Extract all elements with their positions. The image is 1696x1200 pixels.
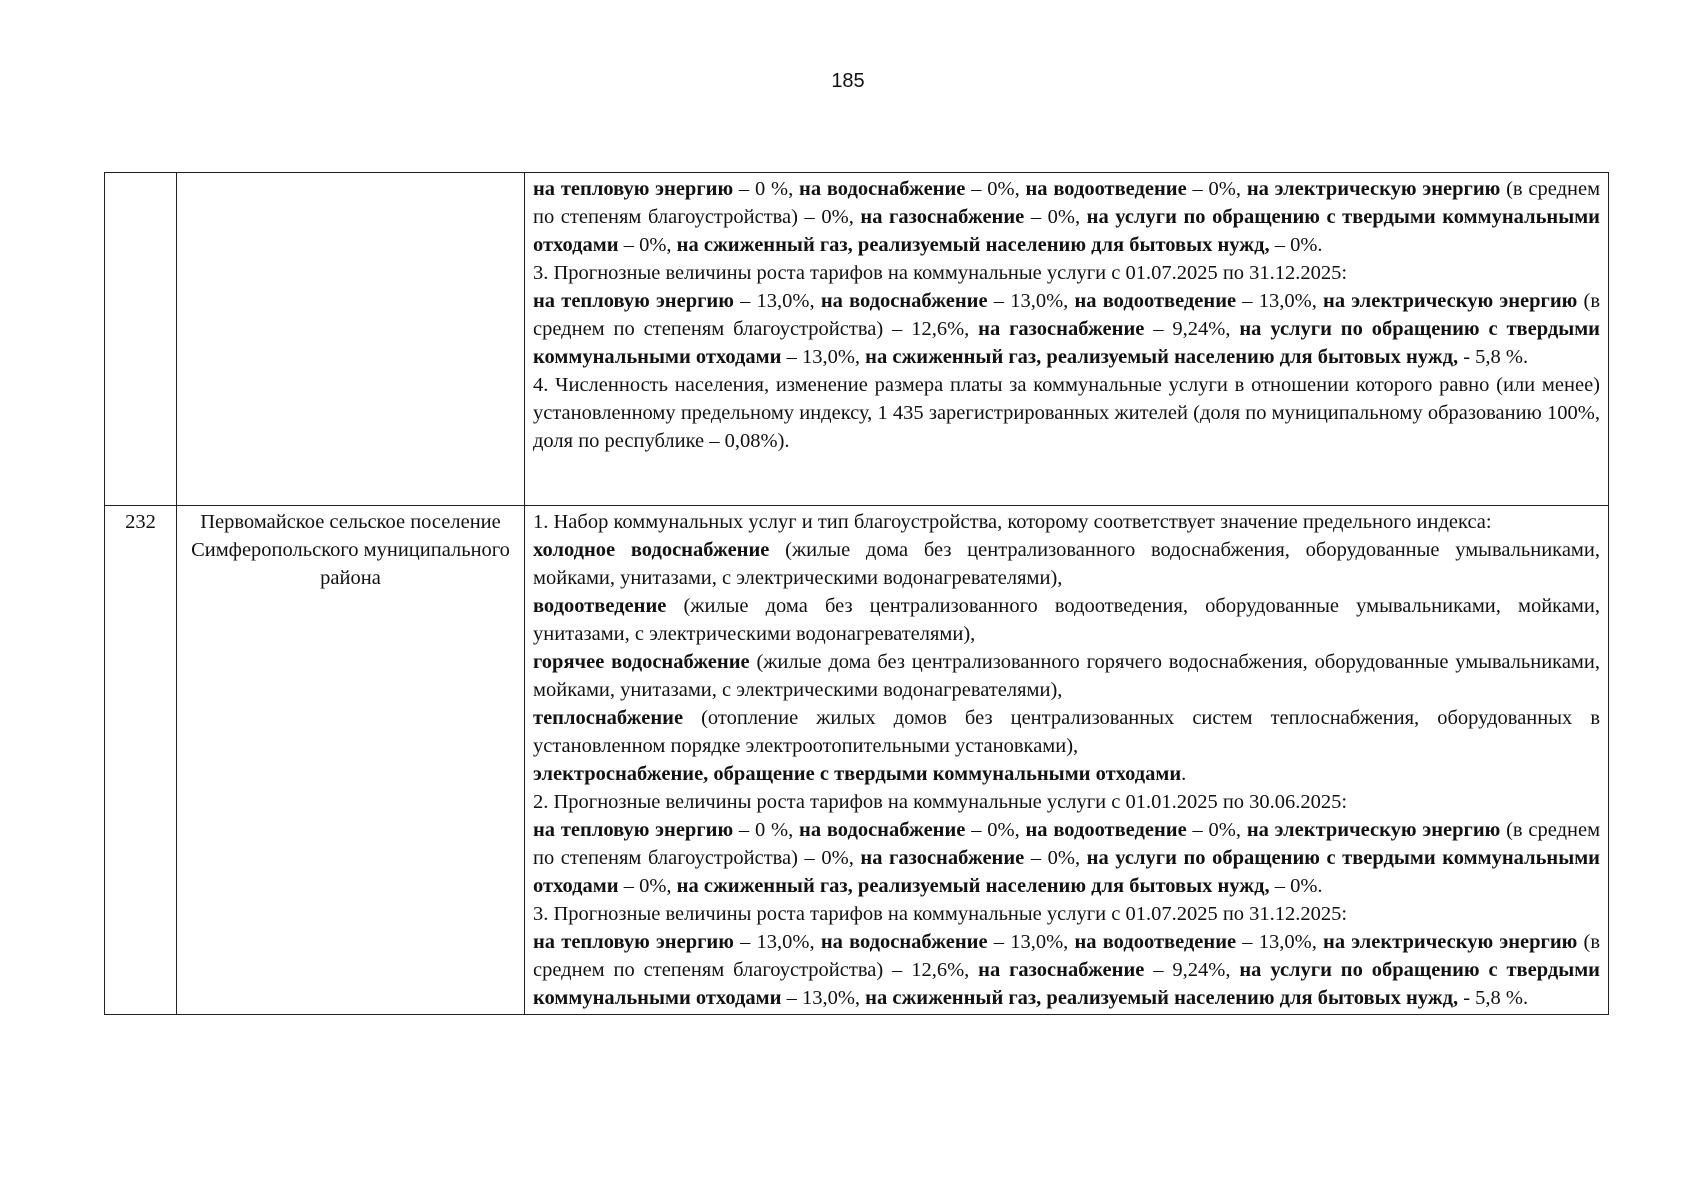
text-run: (жилые дома без централизованного водоснабжения, оборудованные умывальниками, мойками, унитазами, с электрическими водонагревателями),: [533, 539, 1600, 589]
text-run: – 13,0%,: [987, 931, 1075, 953]
tariff-table: [104, 172, 1609, 1015]
bold-text: на тепловую энергию: [533, 178, 734, 200]
text-run: – 13,0%,: [1236, 290, 1324, 312]
paragraph: [533, 259, 1600, 287]
paragraph-list: [533, 508, 1600, 1012]
text-run: 1. Набор коммунальных услуг и тип благоустройства, которому соответствует значение предельного индекса:: [533, 511, 1492, 533]
bold-text: холодное водоснабжение: [533, 539, 770, 561]
text-run: – 13,0%,: [781, 987, 866, 1009]
text-run: – 0%,: [1024, 206, 1087, 228]
bold-text: на газоснабжение: [860, 847, 1025, 869]
bold-text: на сжиженный газ, реализуемый населению для бытовых нужд,: [865, 346, 1459, 368]
paragraph: [533, 175, 1600, 259]
text-run: – 0%,: [618, 234, 677, 256]
bold-text: на водоотведение: [1074, 931, 1237, 953]
text-run: (в среднем по степеням благоустройства) – 0%,: [533, 819, 1601, 869]
municipality-name: Первомайское сельское поселение Симферопольского муниципального района: [177, 506, 525, 1015]
text-run: - 5,8 %.: [1458, 987, 1529, 1009]
paragraph: [533, 371, 1600, 455]
bold-text: на услуги по обращению с твердыми коммунальными отходами: [533, 847, 1600, 897]
text-run: .: [1181, 763, 1187, 785]
text-run: – 9,24%,: [1144, 318, 1240, 340]
text-run: (отопление жилых домов без централизованных систем теплоснабжения, оборудованных в установленном порядке электроотопительными установками),: [533, 707, 1600, 757]
bold-text: электроснабжение, обращение с твердыми коммунальными отходами: [533, 763, 1182, 785]
text-run: 3. Прогнозные величины роста тарифов на коммунальные услуги с 01.07.2025 по 31.12.2025:: [533, 262, 1348, 284]
bold-text: на водоснабжение: [799, 819, 966, 841]
bold-text: на водоснабжение: [820, 290, 988, 312]
bold-text: на услуги по обращению с твердыми коммунальными отходами: [533, 318, 1600, 368]
row-number: 232: [105, 506, 177, 1015]
text-run: (в среднем по степеням благоустройства) – 12,6%,: [533, 931, 1600, 981]
text-run: – 13,0%,: [733, 290, 821, 312]
text-run: (жилые дома без централизованного водоотведения, оборудованные умывальниками, мойками, унитазами, с электрическими водонагревателями),: [533, 595, 1600, 645]
text-run: – 13,0%,: [733, 931, 821, 953]
text-run: – 0 %,: [733, 178, 800, 200]
bold-text: горячее водоснабжение: [533, 651, 750, 673]
text-run: 4. Численность населения, изменение размера платы за коммунальные услуги в отношении которого равно (или менее) установленному предельному индексу, 1 435 зарегистрированных жителей (доля по муниципальному образованию 100%, доля по республике – 0,08%).: [533, 374, 1600, 452]
bold-text: на сжиженный газ, реализуемый населению для бытовых нужд,: [865, 987, 1459, 1009]
bold-text: на электрическую энергию: [1246, 819, 1501, 841]
bold-text: на водоотведение: [1074, 290, 1237, 312]
bold-text: на услуги по обращению с твердыми коммунальными отходами: [533, 959, 1600, 1009]
bold-text: на водоснабжение: [799, 178, 966, 200]
paragraph: [533, 648, 1600, 704]
bold-text: на газоснабжение: [860, 206, 1025, 228]
text-run: – 0%,: [618, 875, 677, 897]
text-run: – 0 %,: [733, 819, 800, 841]
text-run: – 0%.: [1269, 234, 1323, 256]
paragraph: [533, 900, 1600, 928]
bold-text: на газоснабжение: [978, 959, 1145, 981]
paragraph: [533, 592, 1600, 648]
text-run: – 0%,: [965, 178, 1026, 200]
bold-text: на электрическую энергию: [1323, 290, 1578, 312]
text-run: – 13,0%,: [987, 290, 1075, 312]
text-run: – 0%,: [1186, 819, 1247, 841]
paragraph: [533, 760, 1600, 788]
paragraph: [533, 928, 1600, 1012]
bold-text: на тепловую энергию: [533, 290, 734, 312]
paragraph: [533, 508, 1600, 536]
text-run: – 0%,: [1024, 847, 1087, 869]
text-run: – 9,24%,: [1144, 959, 1240, 981]
paragraph: [533, 287, 1600, 371]
bold-text: на сжиженный газ, реализуемый населению для бытовых нужд,: [676, 875, 1270, 897]
paragraph: [533, 704, 1600, 760]
row-number: [105, 173, 177, 506]
text-run: – 0%.: [1269, 875, 1323, 897]
bold-text: на водоотведение: [1025, 819, 1187, 841]
text-run: - 5,8 %.: [1458, 346, 1529, 368]
text-run: – 0%,: [965, 819, 1026, 841]
text-run: (в среднем по степеням благоустройства) – 12,6%,: [533, 290, 1600, 340]
bold-text: на тепловую энергию: [533, 931, 734, 953]
bold-text: на водоснабжение: [820, 931, 988, 953]
municipality-name: [177, 173, 525, 506]
row-description: [525, 173, 1609, 506]
text-run: – 13,0%,: [781, 346, 866, 368]
bold-text: на электрическую энергию: [1323, 931, 1578, 953]
bold-text: на сжиженный газ, реализуемый населению для бытовых нужд,: [676, 234, 1270, 256]
text-run: (жилые дома без централизованного горячего водоснабжения, оборудованные умывальниками, мойками, унитазами, с электрическими водонагревателями),: [533, 651, 1601, 701]
text-run: 3. Прогнозные величины роста тарифов на коммунальные услуги с 01.07.2025 по 31.12.2025:: [533, 903, 1348, 925]
text-run: (в среднем по степеням благоустройства) – 0%,: [533, 178, 1601, 228]
paragraph: [533, 816, 1600, 900]
row-description: [525, 506, 1609, 1015]
bold-text: на электрическую энергию: [1246, 178, 1501, 200]
bold-text: на тепловую энергию: [533, 819, 734, 841]
table-row: [105, 173, 1609, 506]
bold-text: теплоснабжение: [533, 707, 684, 729]
paragraph-list: [533, 175, 1600, 455]
paragraph: [533, 536, 1600, 592]
page-number: 185: [831, 70, 865, 92]
table-row: [105, 506, 1609, 1015]
bold-text: на водоотведение: [1025, 178, 1187, 200]
bold-text: на услуги по обращению с твердыми коммунальными отходами: [533, 206, 1600, 256]
paragraph: [533, 788, 1600, 816]
text-run: – 0%,: [1186, 178, 1247, 200]
bold-text: водоотведение: [533, 595, 667, 617]
text-run: 2. Прогнозные величины роста тарифов на коммунальные услуги с 01.01.2025 по 30.06.2025:: [533, 791, 1348, 813]
text-run: – 13,0%,: [1236, 931, 1324, 953]
bold-text: на газоснабжение: [978, 318, 1145, 340]
